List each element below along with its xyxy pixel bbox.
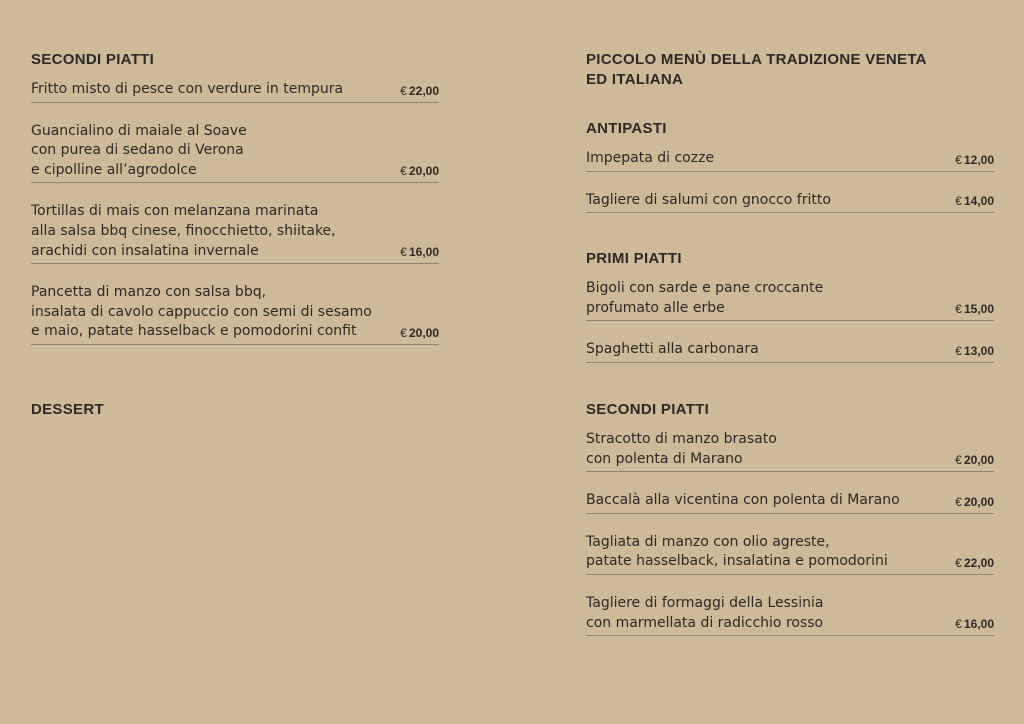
menu-item-line: Tagliata di manzo con olio agreste, (586, 533, 830, 550)
menu-item (586, 430, 994, 472)
left-column (31, 50, 439, 430)
menu-item (586, 533, 994, 575)
menu-item-description (31, 283, 439, 342)
price-value: 20,00 (963, 494, 994, 509)
menu-item-description (31, 122, 439, 181)
currency-symbol: € (955, 194, 962, 209)
menu-item-description (586, 430, 994, 469)
menu-item (586, 340, 994, 363)
menu-item-line: Tortillas di mais con melanzana marinata (31, 203, 319, 220)
price-value: 20,00 (963, 453, 994, 468)
menu-heading-line-1: PICCOLO MENÙ DELLA TRADIZIONE VENETA (586, 51, 927, 68)
currency-symbol: € (955, 453, 962, 468)
price-value: 22,00 (963, 555, 994, 570)
menu-item-line: Guancialino di maiale al Soave (31, 122, 247, 139)
secondi-piatti-list (31, 80, 439, 345)
menu-item (586, 191, 994, 214)
menu-item-price (400, 245, 439, 259)
menu-item-line: arachidi con insalatina invernale (31, 242, 259, 259)
menu-item (31, 283, 439, 345)
menu-item-description (586, 533, 994, 572)
menu-item-description (31, 80, 439, 100)
menu-item-description (586, 594, 994, 633)
currency-symbol: € (955, 555, 962, 570)
currency-symbol: € (400, 325, 407, 340)
currency-symbol: € (955, 617, 962, 632)
price-value: 13,00 (963, 343, 994, 358)
menu-item-line: Tagliere di salumi con gnocco fritto (586, 191, 831, 208)
spacer (586, 382, 994, 400)
right-column (586, 50, 994, 655)
menu-item (586, 491, 994, 514)
menu-heading-line-2: ED ITALIANA (586, 71, 684, 88)
menu-item-line: con marmellata di radicchio rosso (586, 614, 824, 631)
price-value: 12,00 (963, 152, 994, 167)
section-title-dessert: DESSERT (31, 400, 104, 418)
menu-item-line: e maio, patate hasselback e pomodorini confit (31, 323, 357, 340)
menu-item-line: Bigoli con sarde e pane croccante (586, 280, 824, 297)
price-value: 14,00 (963, 194, 994, 209)
price-value: 15,00 (963, 302, 994, 317)
menu-item-price (955, 556, 994, 570)
menu-item-line: Pancetta di manzo con salsa bbq, (31, 284, 267, 301)
menu-item (31, 80, 439, 103)
spacer (31, 364, 439, 400)
menu-item-description (586, 191, 994, 211)
currency-symbol: € (400, 83, 407, 98)
menu-item-price (955, 302, 994, 316)
menu-item-line: Baccalà alla vicentina con polenta di Marano (586, 492, 900, 509)
currency-symbol: € (955, 494, 962, 509)
menu-item-description (586, 279, 994, 318)
currency-symbol: € (400, 164, 407, 179)
menu-item-line: Fritto misto di pesce con verdure in tempura (31, 81, 344, 97)
menu-item-line: Impepata di cozze (586, 150, 715, 166)
menu-item-line: Tagliere di formaggi della Lessinia (586, 594, 824, 611)
spacer (586, 232, 994, 249)
menu-item (586, 149, 994, 172)
menu-item-price (400, 326, 439, 340)
spacer (586, 90, 994, 119)
menu-item-description (586, 149, 994, 169)
menu-item (31, 122, 439, 184)
currency-symbol: € (400, 245, 407, 260)
price-value: 20,00 (408, 325, 439, 340)
menu-item (31, 202, 439, 264)
menu-item-price (400, 84, 439, 98)
currency-symbol: € (955, 152, 962, 167)
menu-item-description (31, 202, 439, 261)
menu-item-price (955, 344, 994, 358)
menu-heading (586, 50, 994, 90)
menu-item-price (955, 453, 994, 467)
secondi-piatti-tradizione-list (586, 430, 994, 636)
menu-item-line: con polenta di Marano (586, 450, 743, 467)
menu-item-line: Spaghetti alla carbonara (586, 341, 759, 358)
menu-item-line: insalata di cavolo cappuccio con semi di sesamo (31, 303, 372, 320)
section-title-secondi-piatti: SECONDI PIATTI (31, 51, 155, 68)
menu-item (586, 594, 994, 636)
menu-item-price (955, 153, 994, 167)
currency-symbol: € (955, 343, 962, 358)
currency-symbol: € (955, 302, 962, 317)
menu-item-description (586, 491, 994, 511)
menu-item-price (400, 164, 439, 178)
price-value: 16,00 (408, 245, 439, 260)
antipasti-list (586, 149, 994, 213)
menu-item-line: Stracotto di manzo brasato (586, 430, 777, 447)
primi-piatti-list (586, 279, 994, 363)
menu-item-line: patate hasselback, insalatina e pomodorini (586, 553, 888, 570)
menu-item-line: alla salsa bbq cinese, finocchietto, shiitake, (31, 222, 336, 239)
menu-item-price (955, 495, 994, 509)
menu-item-line: con purea di sedano di Verona (31, 142, 244, 159)
menu-item (586, 279, 994, 321)
menu-item-price (955, 617, 994, 631)
section-title-antipasti: ANTIPASTI (586, 120, 667, 137)
price-value: 22,00 (408, 83, 439, 98)
menu-item-line: e cipolline all’agrodolce (31, 161, 197, 178)
section-title-primi-piatti: PRIMI PIATTI (586, 250, 682, 268)
section-title-secondi-piatti-tradizione: SECONDI PIATTI (586, 400, 710, 418)
menu-item-line: profumato alle erbe (586, 299, 725, 316)
menu-item-description (586, 340, 994, 360)
price-value: 16,00 (963, 617, 994, 632)
menu-item-price (955, 194, 994, 208)
price-value: 20,00 (408, 164, 439, 179)
